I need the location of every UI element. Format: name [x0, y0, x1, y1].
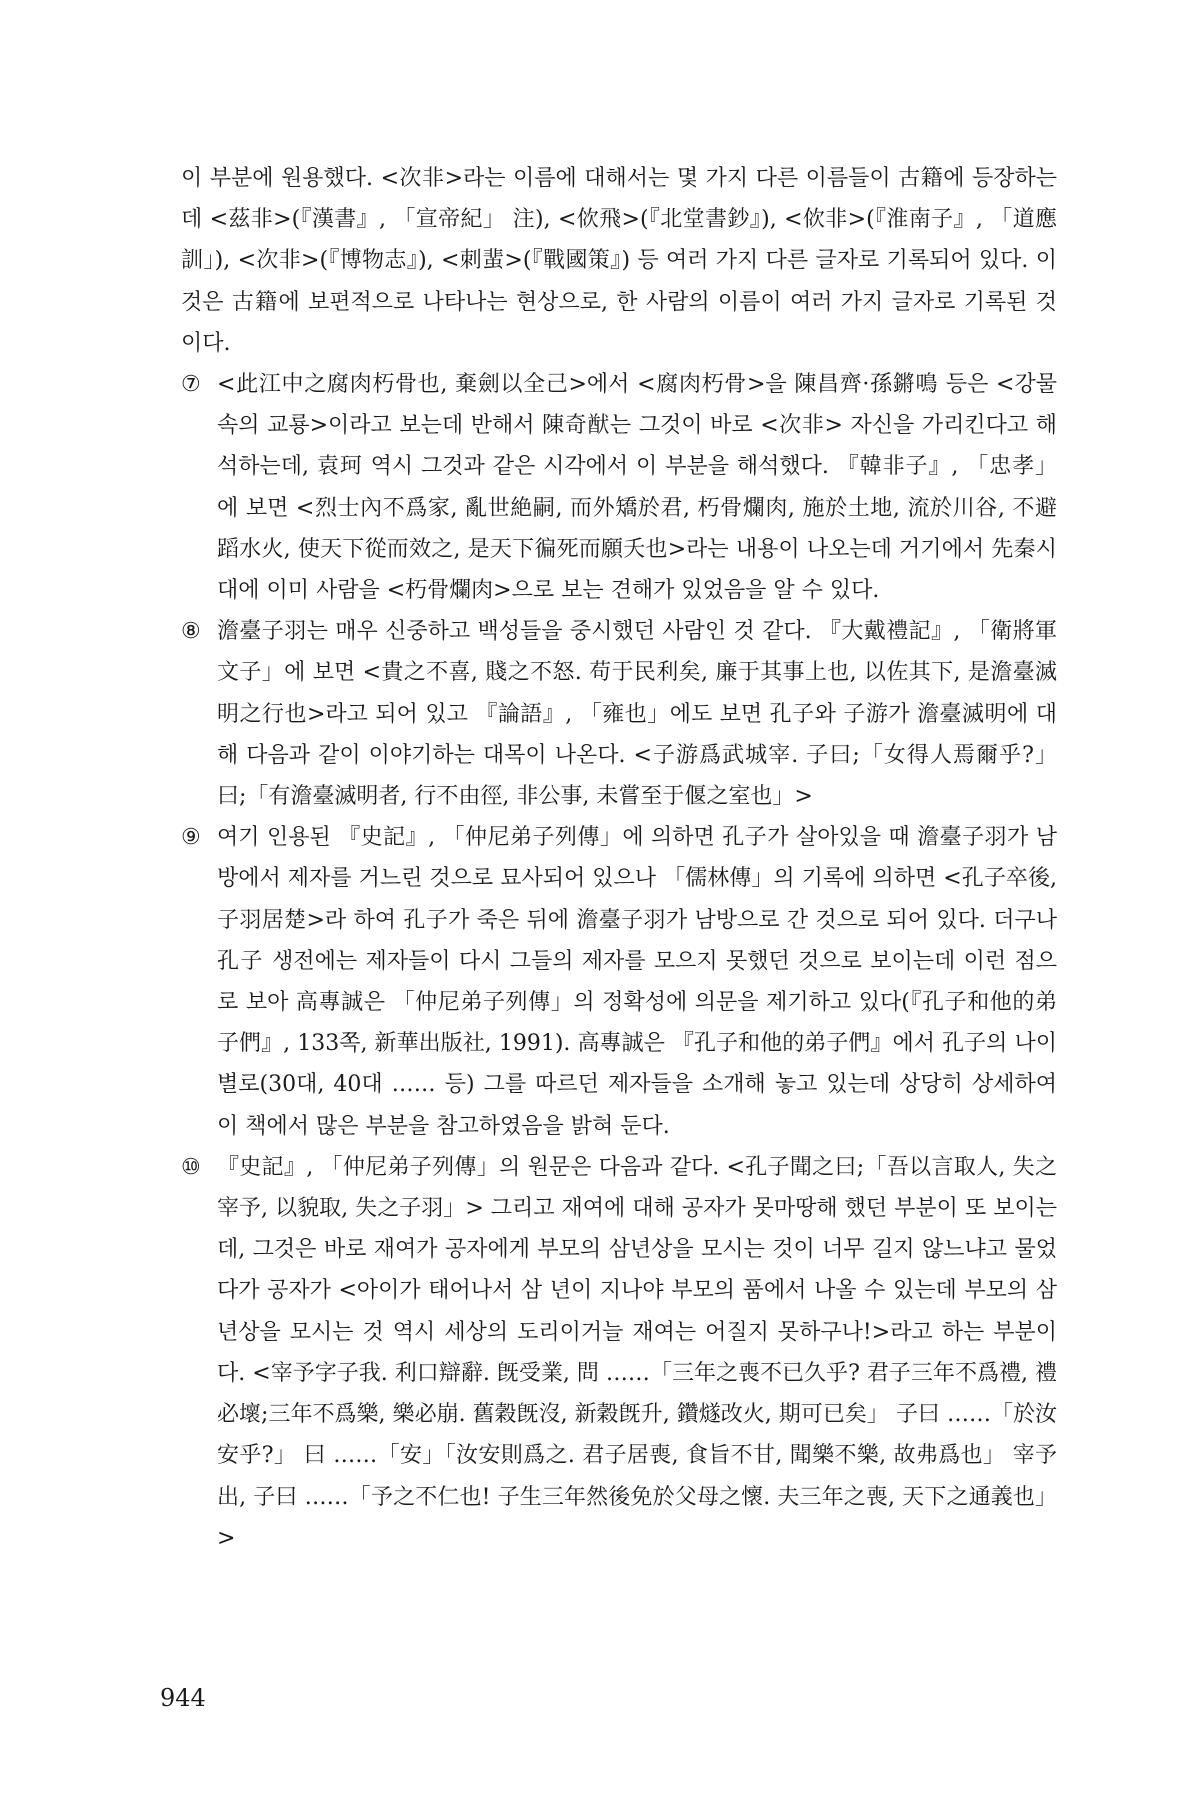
note-7 — [181, 364, 1057, 611]
page-number: 944 — [160, 1684, 206, 1712]
note-9 — [181, 817, 1057, 1147]
footnotes-body — [181, 158, 1057, 1559]
note-10 — [181, 1147, 1057, 1559]
note-text: <此江中之腐肉朽骨也, 棄劍以全己>에서 <腐肉朽骨>을 陳昌齊·孫鏘鳴 등은 <강물 속의 교룡>이라고 보는데 반해서 陳奇猷는 그것이 바로 <次非> 자신을 가리킨다고 해석하는데, 袁珂 역시 그것과 같은 시각에서 이 부분을 해석했다. 『韓非子』, 「忠孝」에 보면 <烈士內不爲家, 亂世絶嗣, 而外矯於君, 朽骨爛肉, 施於土地, 流於川谷, 不避蹈水火, 使天下從而效之, 是天下徧死而願夭也>라는 내용이 나오는데 거기에서 先秦시대에 이미 사람을 <朽骨爛肉>으로 보는 견해가 있었음을 알 수 있다. — [217, 372, 1057, 604]
note-text: 澹臺子羽는 매우 신중하고 백성들을 중시했던 사람인 것 같다. 『大戴禮記』, 「衛將軍文子」에 보면 <貴之不喜, 賤之不怒. 苟于民利矣, 廉于其事上也, 以佐其下, 是澹臺滅明之行也>라고 되어 있고 『論語』, 「雍也」에도 보면 孔子와 子游가 澹臺滅明에 대해 다음과 같이 이야기하는 대목이 나온다. <子游爲武城宰. 子曰;「女得人焉爾乎?」 曰;「有澹臺滅明者, 行不由徑, 非公事, 未嘗至于偃之室也」> — [217, 619, 1057, 810]
note-marker: ⑨ — [181, 825, 201, 851]
note-marker: ⑩ — [181, 1154, 201, 1180]
note-marker: ⑧ — [181, 619, 201, 645]
note-text: 여기 인용된 『史記』, 「仲尼弟子列傳」에 의하면 孔子가 살아있을 때 澹臺子羽가 남방에서 제자를 거느린 것으로 묘사되어 있으나 「儒林傳」의 기록에 의하면 <孔子卒後, 子羽居楚>라 하여 孔子가 죽은 뒤에 澹臺子羽가 남방으로 간 것으로 되어 있다. 더구나 孔子 생전에는 제자들이 다시 그들의 제자를 모으지 못했던 것으로 보이는데 이런 점으로 보아 高專誠은 「仲尼弟子列傳」의 정확성에 의문을 제기하고 있다(『孔子和他的弟子們』, 133쪽, 新華出版社, 1991). 高專誠은 『孔子和他的弟子們』에서 孔子의 나이별로(30대, 40대 …… 등) 그를 따르던 제자들을 소개해 놓고 있는데 상당히 상세하여 이 책에서 많은 부분을 참고하였음을 밝혀 둔다. — [217, 825, 1057, 1139]
note-8 — [181, 611, 1057, 817]
intro-paragraph: 이 부분에 원용했다. <次非>라는 이름에 대해서는 몇 가지 다른 이름들이 古籍에 등장하는데 <茲非>(『漢書』, 「宣帝紀」 注), <佽飛>(『北堂書鈔』), <佽非>(『淮南子』, 「道應訓」), <次非>(『博物志』), <刺蜚>(『戰國策』) 등 여러 가지 다른 글자로 기록되어 있다. 이것은 古籍에 보편적으로 나타나는 현상으로, 한 사람의 이름이 여러 가지 글자로 기록된 것이다. — [181, 166, 1057, 356]
note-marker: ⑦ — [181, 372, 201, 398]
note-text: 『史記』, 「仲尼弟子列傳」의 원문은 다음과 같다. <孔子聞之曰;「吾以言取人, 失之宰予, 以貌取, 失之子羽」> 그리고 재여에 대해 공자가 못마땅해 했던 부분이 또 보이는데, 그것은 바로 재여가 공자에게 부모의 삼년상을 모시는 것이 너무 길지 않느냐고 물었다가 공자가 <아이가 태어나서 삼 년이 지나야 부모의 품에서 나올 수 있는데 부모의 삼년상을 모시는 것 역시 세상의 도리이거늘 재여는 어질지 못하구나!>라고 하는 부분이다. <宰予字子我. 利口辯辭. 旣受業, 問 ……「三年之喪不已久乎? 君子三年不爲禮, 禮必壞;三年不爲樂, 樂必崩. 舊穀旣沒, 新穀旣升, 鑽燧改火, 期可已矣」 子曰 ……「於汝安乎?」 曰 ……「安」「汝安則爲之. 君子居喪, 食旨不甘, 聞樂不樂, 故弗爲也」 宰予出, 子曰 ……「予之不仁也! 子生三年然後免於父母之懷. 夫三年之喪, 天下之通義也」> — [217, 1154, 1057, 1551]
